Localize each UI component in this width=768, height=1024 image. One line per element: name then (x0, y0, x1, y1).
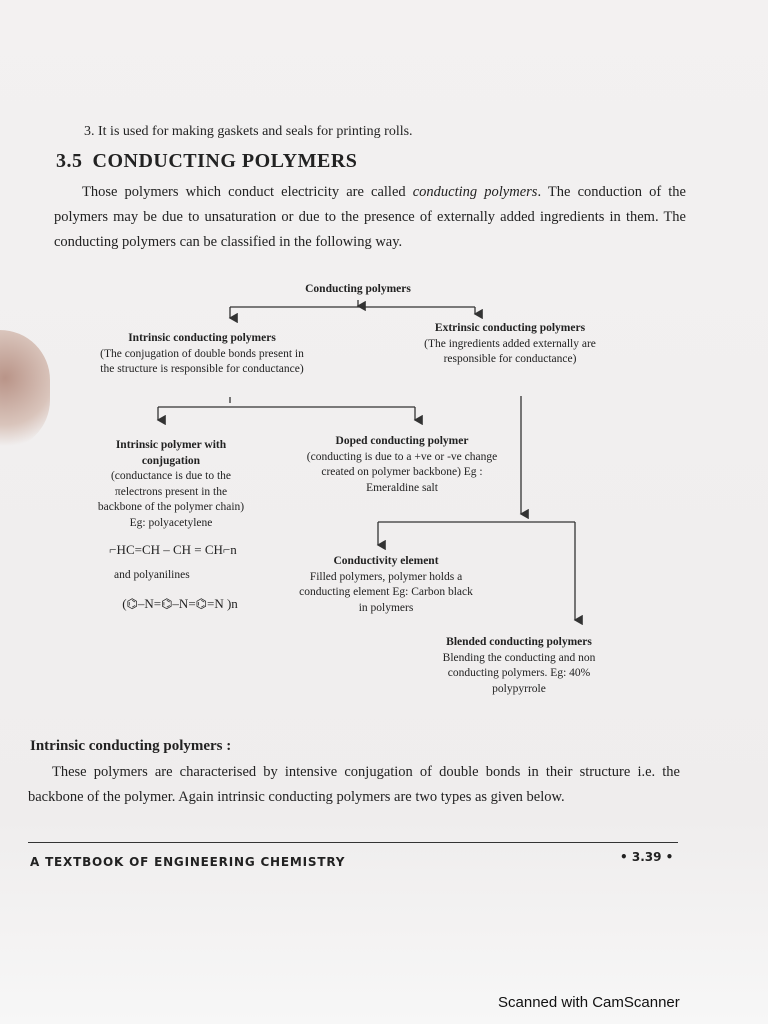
footer-rule (28, 842, 678, 843)
body-paragraph: These polymers are characterised by intensive conjugation of double bonds in their structure i.e. the backbone of the polymer. Again intrinsic conducting polymers are two types as given below. (28, 764, 680, 805)
node-intrinsic-title: Intrinsic conducting polymers (128, 332, 276, 344)
intro-list-item: 3. It is used for making gaskets and seals for printing rolls. (84, 124, 413, 139)
node-root (268, 282, 448, 298)
node-blended-title: Blended conducting polymers (446, 636, 592, 648)
node-extrinsic-title: Extrinsic conducting polymers (434, 322, 586, 334)
node-blended (424, 635, 614, 697)
node-with-conjugation (92, 438, 250, 531)
para1-rest: . The conduction of the polymers may be due to unsaturation or due to the presence of externally added ingredients in them. The conducting polymers can be classified in the following way. (54, 184, 686, 250)
node-blended-desc: Blending the conducting and non conducting polymers. Eg: 40% polypyrrole (442, 651, 596, 695)
node-conductivity (294, 554, 478, 616)
node-extrinsic (414, 321, 606, 368)
node-doped (306, 434, 498, 496)
node-with-conjugation-title: Intrinsic polymer with conjugation (115, 439, 227, 467)
section-number: 3.5 (56, 150, 83, 172)
node-doped-desc: (conducting is due to a +ve or -ve change created on polymer backbone) Eg : Emeraldine salt (306, 450, 498, 494)
scanner-watermark: Scanned with CamScanner (498, 994, 680, 1011)
node-intrinsic-desc: (The conjugation of double bonds present in the structure is responsible for conductance) (100, 347, 304, 375)
node-doped-title: Doped conducting polymer (335, 435, 469, 447)
node-conductivity-desc: Filled polymers, polymer holds a conducting element Eg: Carbon black in polymers (299, 570, 473, 614)
node-conductivity-title: Conductivity element (333, 555, 439, 567)
formula-polyacetylene: ⌐HC=CH – CH = CH⌐n (109, 542, 237, 557)
section-title: CONDUCTING POLYMERS (92, 150, 358, 172)
node-intrinsic (92, 331, 312, 378)
node-extrinsic-desc: (The ingredients added externally are responsible for conductance) (424, 337, 596, 365)
para1-term: conducting polymers (412, 184, 538, 200)
formula-polyaniline: (⌬–N=⌬–N=⌬=N )n (122, 596, 238, 611)
node-with-conjugation-desc: (conductance is due to the πelectrons present in the backbone of the polymer chain) Eg: polyacetylene (97, 470, 245, 529)
footer-page-number: • 3.39 • (620, 850, 674, 864)
node-root-title: Conducting polymers (305, 283, 411, 295)
footer-book-title: A TEXTBOOK OF ENGINEERING CHEMISTRY (30, 855, 346, 869)
para1-lead: Those polymers which conduct electricity are called (82, 184, 413, 200)
and-polyanilines: and polyanilines (114, 569, 190, 581)
subheading: Intrinsic conducting polymers : (30, 738, 232, 754)
